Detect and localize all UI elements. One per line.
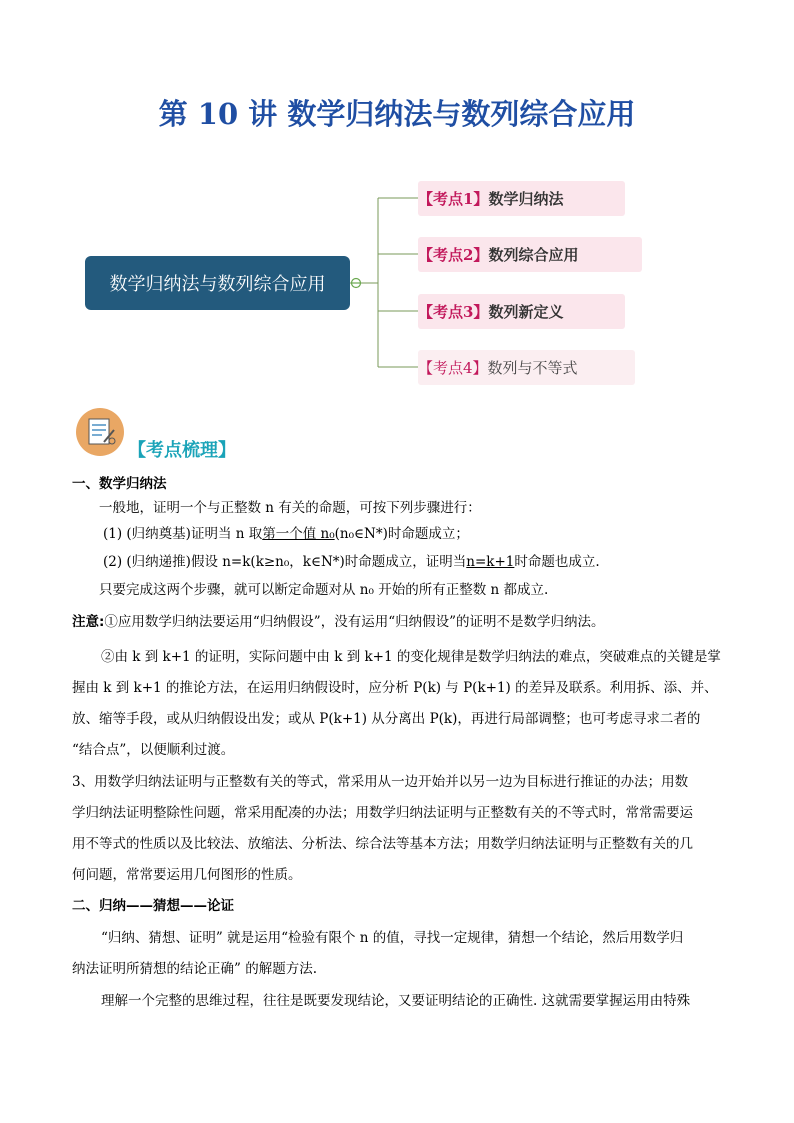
mindmap-leaf-1 [418,181,625,216]
notebook-icon [76,408,124,456]
mindmap-leaf-2 [418,237,642,272]
paragraph: 理解一个完整的思维过程，往往是既要发现结论，又要证明结论的正确性. 这就需要掌握运用由特殊 [101,993,691,1009]
mindmap-leaf-3 [418,294,625,329]
paragraph: 只要完成这两个步骤，就可以断定命题对从 n₀ 开始的所有正整数 n 都成立. [99,582,549,598]
paragraph: 纳法证明所猜想的结论正确” 的解题方法. [72,961,317,977]
note-paragraph: 放、缩等手段，或从归纳假设出发；或从 P(k+1) 从分离出 P(k)，再进行局部调整；也可考虑寻求二者的 [72,711,701,727]
step-text: (2) (归纳递推)假设 n=k(k≥n₀，k∈N*)时命题成立，证明当 [103,554,467,570]
note-label: 注意: [72,614,105,630]
leaf-bracket: 【考点2】 [418,246,489,264]
step-underlined: 第一个值 n₀ [262,526,335,542]
paragraph: 一般地，证明一个与正整数 n 有关的命题，可按下列步骤进行： [99,500,481,516]
step-2 [103,552,600,572]
paragraph: 用不等式的性质以及比较法、放缩法、分析法、综合法等基本方法；用数学归纳法证明与正整数有关的几 [72,836,693,852]
step-text: (n₀∈N*)时命题成立； [334,526,469,542]
heading-2: 二、归纳——猜想——论证 [72,898,234,914]
page-title: 第 10 讲 数学归纳法与数列综合应用 [158,97,636,131]
mindmap-leaf-4 [418,350,635,385]
note-paragraph: “结合点”，以便顺利过渡。 [72,742,235,758]
leaf-bracket: 【考点4】 [418,359,488,377]
mindmap-root: 数学归纳法与数列综合应用 [85,256,350,310]
step-text: 时命题也成立. [514,554,600,570]
leaf-bracket: 【考点3】 [418,303,489,321]
step-1 [103,524,469,544]
step-underlined: n=k+1 [466,554,515,570]
paragraph: 学归纳法证明整除性问题，常采用配凑的办法；用数学归纳法证明与正整数有关的不等式时，常常需要运 [72,805,693,821]
note-paragraph: 握由 k 到 k+1 的推论方法，在运用归纳假设时，应分析 P(k) 与 P(k+1) 的差异及联系。利用拆、添、并、 [72,680,718,696]
section-heading: 【考点梳理】 [128,440,236,461]
leaf-text: 数列与不等式 [487,359,578,377]
step-text: (1) (归纳奠基)证明当 n 取 [103,526,263,542]
note-text: ①应用数学归纳法要运用“归纳假设”，没有运用“归纳假设”的证明不是数学归纳法。 [104,614,605,630]
mindmap-connectors [0,0,794,400]
leaf-text: 数学归纳法 [488,190,564,208]
paragraph: 3、用数学归纳法证明与正整数有关的等式，常采用从一边开始并以另一边为目标进行推证的办法；用数 [72,774,689,790]
note-line [72,612,605,632]
paragraph: 何问题，常常要运用几何图形的性质。 [72,867,302,883]
leaf-bracket: 【考点1】 [418,190,489,208]
heading-1: 一、数学归纳法 [72,476,167,492]
paragraph: “归纳、猜想、证明” 就是运用“检验有限个 n 的值，寻找一定规律，猜想一个结论，然后用数学归 [101,930,684,946]
leaf-text: 数列新定义 [488,303,564,321]
leaf-text: 数列综合应用 [488,246,579,264]
note-paragraph: ②由 k 到 k+1 的证明，实际问题中由 k 到 k+1 的变化规律是数学归纳法的难点，突破难点的关键是掌 [101,649,721,665]
